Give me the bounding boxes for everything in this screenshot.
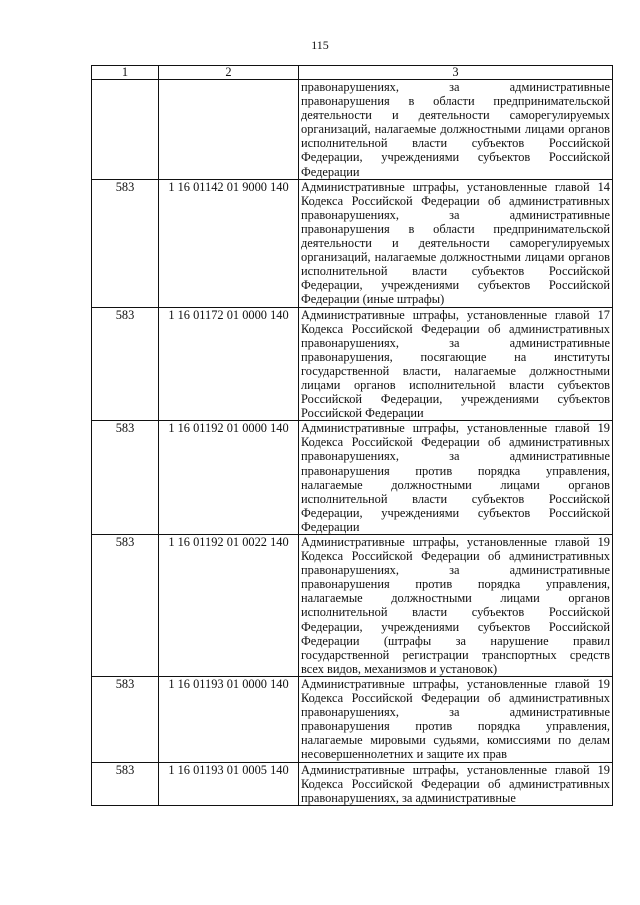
description-line: правонарушениях, за административные [301, 790, 516, 805]
description-line: правонарушения против порядка управления, [301, 719, 610, 734]
description-cell [299, 179, 613, 307]
budget-code-cell: 1 16 01193 01 0000 140 [159, 676, 299, 762]
description-line: всех видов, механизмов и установок) [301, 661, 498, 676]
description-line: Административные штрафы, установленные главой 19 [301, 762, 610, 777]
table-row [92, 676, 613, 762]
description-line: правонарушениях, за административные [301, 80, 610, 94]
description-line: налагаемые мировыми судьями, комиссиями по делам [301, 733, 610, 748]
table-row [92, 80, 613, 180]
description-line: Федерации, учреждениями субъектов Российской [301, 619, 610, 634]
table-row [92, 421, 613, 535]
budget-code-cell: 1 16 01193 01 0005 140 [159, 762, 299, 805]
admin-code-cell: 583 [92, 307, 159, 421]
description-line: Административные штрафы, установленные главой 17 [301, 307, 610, 322]
description-line: правонарушениях, за административные [301, 449, 610, 464]
description-line: Кодекса Российской Федерации об административных [301, 691, 610, 706]
description-line: Федерации, учреждениями субъектов Российской [301, 505, 610, 520]
description-cell [299, 762, 613, 805]
description-line: деятельности и деятельности саморегулируемых [301, 236, 610, 251]
description-line: несовершеннолетних и защите их прав [301, 747, 508, 762]
description-cell [299, 307, 613, 421]
description-cell [299, 80, 613, 180]
admin-code-cell: 583 [92, 421, 159, 535]
description-line: исполнительной власти субъектов Российской [301, 605, 610, 620]
description-cell [299, 421, 613, 535]
description-line: Российской Федерации [301, 406, 424, 421]
admin-code-cell: 583 [92, 762, 159, 805]
description-line: исполнительной власти субъектов Российской [301, 491, 610, 506]
description-line: правонарушения в области предпринимательской [301, 94, 610, 109]
description-line: исполнительной власти субъектов Российской [301, 264, 610, 279]
description-line: Кодекса Российской Федерации об административных [301, 776, 610, 791]
description-line: Федерации [301, 519, 360, 534]
description-line: Федерации, учреждениями субъектов Российской [301, 150, 610, 165]
description-line: Федерации (штрафы за нарушение правил [301, 633, 610, 648]
table-row [92, 535, 613, 677]
description-line: Федерации, учреждениями субъектов Российской [301, 278, 610, 293]
description-line: Административные штрафы, установленные главой 19 [301, 535, 610, 549]
description-line: Российской Федерации, учреждениями субъектов [301, 392, 610, 407]
description-line: правонарушения против порядка управления, [301, 577, 610, 592]
description-line: лицами органов исполнительной власти субъектов [301, 377, 610, 392]
description-line: Кодекса Российской Федерации об административных [301, 549, 610, 564]
page-number: 115 [311, 38, 329, 52]
description-line: правонарушениях, за административные [301, 207, 610, 222]
budget-code-cell: 1 16 01142 01 9000 140 [159, 179, 299, 307]
description-line: организаций, налагаемые должностными лицами органов [301, 250, 610, 265]
description-line: Кодекса Российской Федерации об административных [301, 435, 610, 450]
table-row [92, 179, 613, 307]
table-row [92, 762, 613, 805]
description-line: организаций, налагаемые должностными лицами органов [301, 122, 610, 137]
budget-code-cell: 1 16 01172 01 0000 140 [159, 307, 299, 421]
description-line: Административные штрафы, установленные главой 14 [301, 179, 610, 194]
description-cell [299, 676, 613, 762]
table-row [92, 307, 613, 421]
budget-code-cell [159, 80, 299, 180]
budget-codes-table [91, 65, 613, 806]
description-line: Кодекса Российской Федерации об административных [301, 193, 610, 208]
description-line: налагаемые должностными лицами органов [301, 591, 610, 606]
description-line: налагаемые должностными лицами органов [301, 477, 610, 492]
description-line: правонарушения в области предпринимательской [301, 221, 610, 236]
description-line: деятельности и деятельности саморегулируемых [301, 108, 610, 123]
admin-code-cell [92, 80, 159, 180]
header-col-3: 3 [299, 66, 613, 80]
description-line: правонарушениях, за административные [301, 563, 610, 578]
description-cell [299, 535, 613, 677]
description-line: правонарушения, посягающие на институты [301, 349, 610, 364]
table-body [92, 80, 613, 806]
description-line: правонарушениях, за административные [301, 335, 610, 350]
description-line: Административные штрафы, установленные главой 19 [301, 676, 610, 691]
budget-code-cell: 1 16 01192 01 0000 140 [159, 421, 299, 535]
description-line: Федерации (иные штрафы) [301, 292, 445, 307]
description-line: правонарушения против порядка управления, [301, 463, 610, 478]
description-line: исполнительной власти субъектов Российской [301, 136, 610, 151]
admin-code-cell: 583 [92, 179, 159, 307]
admin-code-cell: 583 [92, 535, 159, 677]
description-line: Административные штрафы, установленные главой 19 [301, 421, 610, 436]
description-line: государственной власти, налагаемые должностными [301, 363, 610, 378]
admin-code-cell: 583 [92, 676, 159, 762]
description-line: правонарушениях, за административные [301, 705, 610, 720]
description-line: Федерации [301, 164, 360, 179]
description-line: Кодекса Российской Федерации об административных [301, 321, 610, 336]
header-col-2: 2 [159, 66, 299, 80]
header-col-1: 1 [92, 66, 159, 80]
budget-code-cell: 1 16 01192 01 0022 140 [159, 535, 299, 677]
header-row [92, 66, 613, 80]
description-line: государственной регистрации транспортных средств [301, 647, 610, 662]
